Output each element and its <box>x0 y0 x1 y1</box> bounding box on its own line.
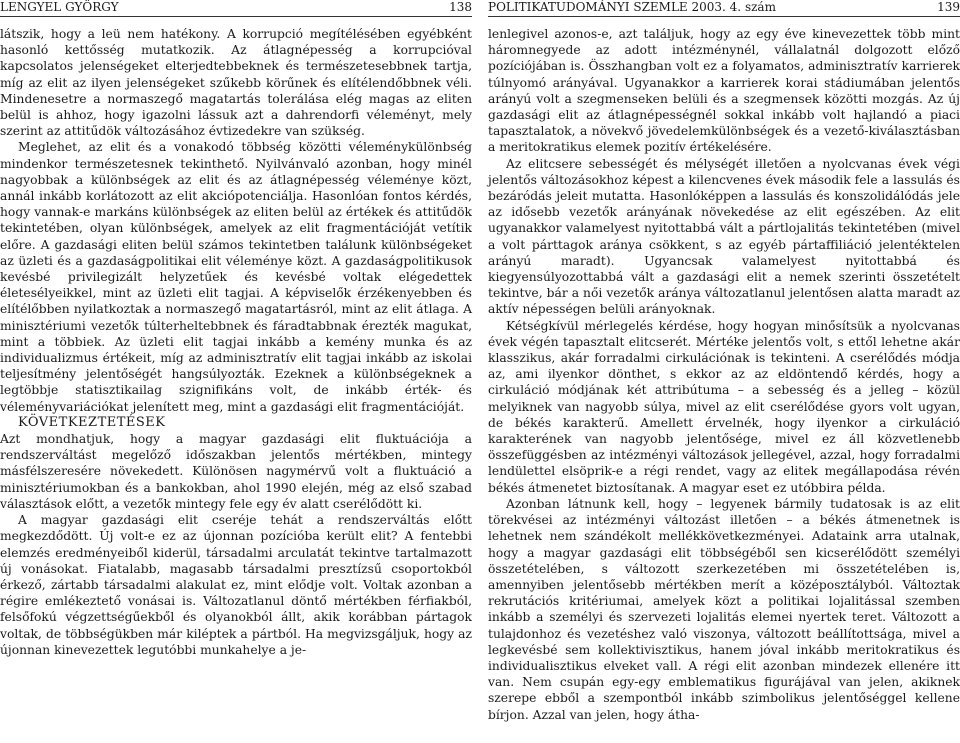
right-page-body <box>488 26 960 723</box>
right-page-number: 139 <box>937 0 960 14</box>
body-paragraph: Azonban látnunk kell, hogy – legyenek bármily tudatosak is az elit törekvései az intézményi változást illetően – a békés átmenetnek is lehetnek nem szándékolt mellékkövetkezményei. Adataink arra utalnak, hogy a magyar gazdasági elit többségéből sen kicserélődött személyi összetételében, s változott szerkezetében mi összetételében is, amennyiben jelentősebb mértékben merít a középosztályból. Változtak rekrutációs kritériumai, amelyek közt a politikai lojalitással szemben inkább a személyi és szervezeti lojalitás elemei nyertek teret. Változott a tulajdonhoz és vezetéshez való viszonya, változott beállítottsága, mivel a legkevésbé sem kollektivisztikus, hanem jóval inkább meritokratikus és individualisztikus elveket vall. A régi elit azonban mindezek ellenére itt van. Nem csupán egy-egy emblematikus figurájával van jelen, akiknek szerepe ebből a szempontból inkább szimbolikus jelentőséggel kellene bírjon. Azzal van jelen, hogy átha- <box>488 496 960 722</box>
body-paragraph: Kétségkívül mérlegelés kérdése, hogy hogyan minősítsük a nyolcvanas évek végén tapasztalt elitcserét. Mértéke jelentős volt, s ettől lehetne akár klasszikus, akár forradalmi cirkulációnak is tekinteni. A cserélődés módja az, ami ilyenkor dönthet, s ekkor az az eldöntendő kérdés, hogy a cirkuláció módjának két attribútuma – a sebesség és a jelleg – közül melyiknek van nagyobb súlya, mivel az elit cserélődése gyors volt ugyan, de békés karakterű. Amellett érvelnék, hogy ilyenkor a cirkuláció karakterének van nagyobb jelentősége, mivel ez áll közvetlenebb összefüggésben az intézményi változások jellegével, azzal, hogy forradalmi lendülettel elsöprik-e a régi rendet, vagy az elitek megállapodása révén békés átmenetet biztosítanak. A magyar eset ez utóbbira példa. <box>488 318 960 495</box>
body-paragraph: Azt mondhatjuk, hogy a magyar gazdasági elit fluktuációja a rendszerváltást megelőző időszakban jelentős mértékben, mintegy másfélszeresére növekedett. Különösen nagymérvű volt a fluktuáció a minisztériumokban és a bankokban, ahol 1990 elején, még az első szabad választások előtt, a vezetők mintegy fele egy év alatt cserélődött ki. <box>0 432 472 511</box>
right-running-header <box>488 0 960 17</box>
left-running-header <box>0 0 472 17</box>
section-heading: KÖVETKEZTETÉSEK <box>18 414 166 430</box>
left-page-number: 138 <box>449 0 472 14</box>
body-paragraph: Meglehet, az elit és a vonakodó többség közötti véleménykülönbség mindenkor természetesnek tekinthető. Nyilvánvaló azonban, hogy minél nagyobbak a különbségek az elit és az átlagnépesség véleménye közt, annál inkább korlátozott az elit akciópotenciálja. Hasonlóan fontos kérdés, hogy vannak-e markáns különbségek az eliten belül az értékek és attitűdök tekintetében, olyan különbségek, amelyek az elit fragmentációját vetítik előre. A gazdasági eliten belül számos tekintetben találunk különbségeket az üzleti és a gazdaságpolitikai elit véleménye közt. A gazdaságpolitikusok kevésbé privilegizált helyzetűek és kevésbé voltak elégedettek életesélyeikkel, mint az üzleti elit tagjai. A képviselők érzékenyebben és elítélőbben nyilatkoztak a normaszegő magatartásról, mint az elit átlaga. A minisztériumi vezetők túlterheltebbnek és fáradtabbnak érezték magukat, mint a többiek. Az üzleti elit tagjai inkább a kemény munka és az individualizmus értékeit, míg az adminisztratív elit tagjai inkább az iskolai teljesítmény jelentőségét hangsúlyozták. Ezeknek a különbségeknek a legtöbbje statisztikailag szignifikáns volt, de inkább érték- és véleményvariációkat jelenített meg, mint a gazdasági elit fragmentációját. <box>0 140 472 414</box>
right-running-head: POLITIKATUDOMÁNYI SZEMLE 2003. 4. szám <box>488 0 776 14</box>
left-page <box>0 0 472 743</box>
left-running-head: LENGYEL GYÖRGY <box>0 0 119 14</box>
body-paragraph: lenlegivel azonos-e, azt találjuk, hogy az egy éve kinevezettek több mint háromnegyede az adott intézménynél, vállalatnál dolgozott előző pozíciójában is. Összhangban volt ez a folyamatos, adminisztratív karrierek túlnyomó arányával. Ugyanakkor a karrierek korai stádiumában jelentős arányú volt a szegmenseken belüli és a szegmensek közötti mozgás. Az új gazdasági elit az átlagnépességnél sokkal inkább volt hajlandó a piaci tapasztalatok, a növekvő jövedelemkülönbségek és a vezető-kiválasztásban a meritokratikus elemek pozitív értékelésére. <box>488 27 960 155</box>
body-paragraph: Az elitcsere sebességét és mélységét illetően a nyolcvanas évek végi jelentős változásokhoz képest a kilencvenes évek második fele a lassulás és bezáródás jeleit mutatta. Hasonlóképpen a lassulás és konszolidálódás jele az idősebb vezetők arányának növekedése az elit egészében. Az elit ugyanakkor valamelyest nyitottabbá vált a pártlojalitás tekintetében (mivel a volt párttagok aránya csökkent, s az egyéb pártaffiliáció jelentéktelen arányú maradt). Ugyancsak valamelyest nyitottabbá és kiegyensúlyozottabbá vált a gazdasági elit a nemek szerinti összetételt tekintve, bár a női vezetők aránya változatlanul jelentősen alatta maradt az aktív népességen belüli arányoknak. <box>488 156 960 317</box>
right-page <box>488 0 960 743</box>
body-paragraph: látszik, hogy a leü nem hatékony. A korrupció megítélésében egyébként hasonló kettősség mutatkozik. Az átlagnépesség a korrupcióval kapcsolatos jelenségeket elterjedtebbeknek és természetesebbnek tartja, míg az elit az ilyen jelenségeket szűkebb körűnek és elítélendőbbnek véli. Mindenesetre a normaszegő magatartás tolerálása elég magas az eliten belül is ahhoz, hogy igazolni lássuk azt a dahrendorfi véleményt, mely szerint az attitűdök változásához évtizedekre van szükség. <box>0 27 472 139</box>
body-paragraph: A magyar gazdasági elit cseréje tehát a rendszerváltás előtt megkezdődött. Új volt-e ez az újonnan pozícióba került elit? A fentebbi elemzés eredményeiből kiderül, társadalmi arculatát tekintve tartalmazott új vonásokat. Fiatalabb, magasabb társadalmi presztízsű csoportokból érkező, zártabb társadalmi alakulat ez, mint elődje volt. Voltak azonban a régire emlékeztető vonásai is. Változatlanul döntő mértékben férfiakból, felsőfokú végzettségűekből és olyanokból állt, akik korábban pártagok voltak, de többségükben már kiléptek a pártból. Ha megvizsgáljuk, hogy az újonnan kinevezettek legutóbbi munkahelye a je- <box>0 513 472 657</box>
left-page-body <box>0 26 472 658</box>
